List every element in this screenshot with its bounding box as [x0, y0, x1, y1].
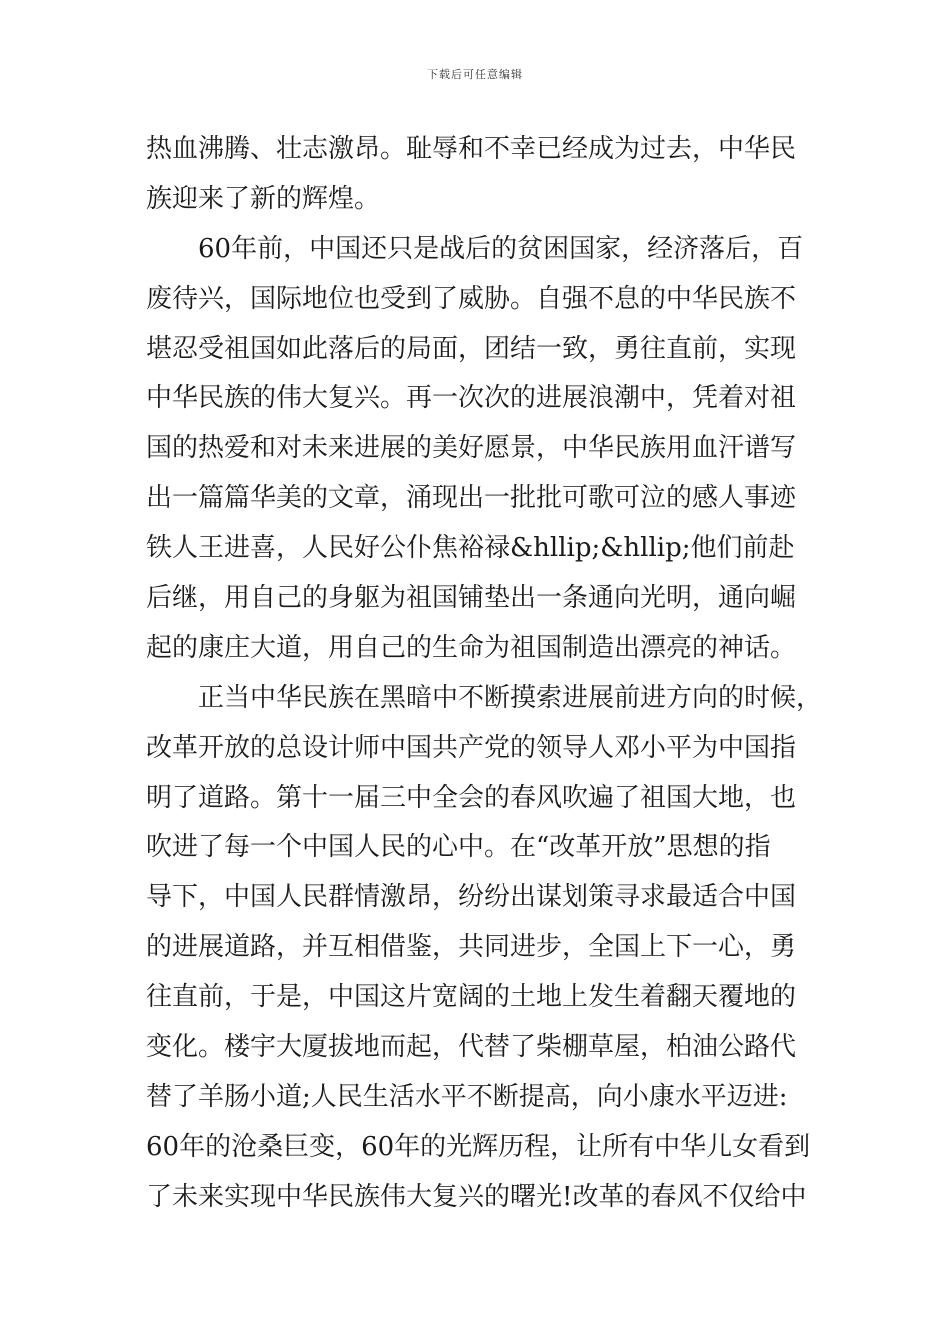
paragraph-start-line: 60年前，中国还只是战后的贫困国家，经济落后，百 [198, 233, 804, 264]
text-line-15: 吹进了每一个中国人民的心中。在“改革开放”思想的指 [146, 832, 771, 863]
page-header-note: 下载后可任意编辑 [427, 68, 523, 81]
text-line-6: 中华民族的伟大复兴。再一次次的进展浪潮中，凭着对祖 [146, 383, 797, 414]
text-line-18: 往直前，于是，中国这片宽阔的土地上发生着翻天覆地的 [146, 982, 797, 1013]
text-line-16: 导下，中国人民群情激昂，纷纷出谋划策寻求最适合中国 [146, 882, 797, 913]
text-line-22: 了未来实现中华民族伟大复兴的曙光!改革的春风不仅给中 [146, 1181, 807, 1212]
text-line-5: 堪忍受祖国如此落后的局面，团结一致，勇往直前，实现 [146, 333, 797, 364]
text-line-14: 明了道路。第十一届三中全会的春风吹遍了祖国大地，也 [146, 782, 797, 813]
text-line-7: 国的热爱和对未来进展的美好愿景，中华民族用血汗谱写 [146, 433, 797, 464]
text-line-8: 出一篇篇华美的文章，涌现出一批批可歌可泣的感人事迹 [146, 483, 797, 514]
text-line-2: 族迎来了新的辉煌。 [146, 183, 381, 214]
text-line-4: 废待兴，国际地位也受到了威胁。自强不息的中华民族不 [146, 283, 797, 314]
text-line-21: 60年的沧桑巨变，60年的光辉历程，让所有中华儿女看到 [146, 1131, 811, 1162]
paragraph-start-line: 正当中华民族在黑暗中不断摸索进展前进方向的时候， [198, 682, 823, 713]
text-line-10: 后继，用自己的身躯为祖国铺垫出一条通向光明，通向崛 [146, 583, 797, 614]
text-line-1: 热血沸腾、壮志激昂。耻辱和不幸已经成为过去，中华民 [146, 134, 797, 164]
text-line-13: 改革开放的总设计师中国共产党的领导人邓小平为中国指 [146, 732, 797, 763]
text-line-11: 起的康庄大道，用自己的生命为祖国制造出漂亮的神话。 [146, 632, 797, 663]
document-body [146, 125, 836, 1223]
text-line-9: 铁人王进喜，人民好公仆焦裕禄&hllip;&hllip;他们前赴 [146, 533, 795, 564]
text-line-20: 替了羊肠小道;人民生活水平不断提高，向小康水平迈进: [146, 1081, 788, 1112]
text-line-17: 的进展道路，并互相借鉴，共同进步，全国上下一心，勇 [146, 932, 797, 963]
text-line-19: 变化。楼宇大厦拔地而起，代替了柴棚草屋，柏油公路代 [146, 1032, 797, 1063]
